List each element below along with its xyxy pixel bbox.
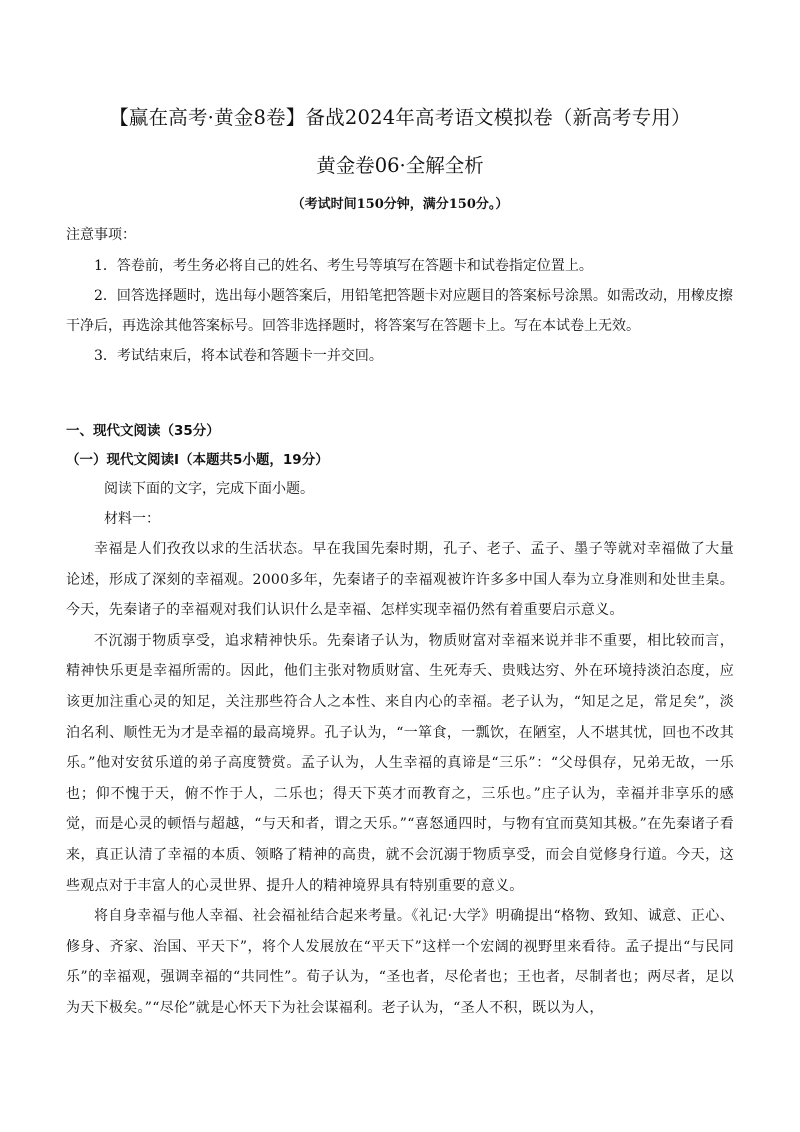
notice-item: 3．考试结束后，将本试卷和答题卡一并交回。 <box>94 348 383 364</box>
exam-time-note: （考试时间150分钟，满分150分。） <box>291 197 509 212</box>
section-heading: 一、现代文阅读（35分） <box>66 423 220 439</box>
body-paragraph: 幸福是人们孜孜以求的生活状态。早在我国先秦时期，孔子、老子、孟子、墨子等就对幸福做了大量论述，形成了深刻的幸福观。2000多年，先秦诸子的幸福观被许许多多中国人奉为立身准则和处世圭臬。今天，先秦诸子的幸福观对我们认识什么是幸福、怎样实现幸福仍然有着重要启示意义。 <box>66 541 734 619</box>
document-subtitle: 黄金卷06·全解全析 <box>316 154 484 177</box>
reading-instruction: 阅读下面的文字，完成下面小题。 <box>104 481 314 497</box>
notice-heading: 注意事项： <box>66 227 136 243</box>
notice-item: 1．答卷前，考生务必将自己的姓名、考生号等填写在答题卡和试卷指定位置上。 <box>94 258 593 274</box>
subsection-heading: （一）现代文阅读Ⅰ（本题共5小题，19分） <box>66 452 329 468</box>
body-paragraph: 将自身幸福与他人幸福、社会福祉结合起来考量。《礼记·大学》明确提出“格物、致知、诚意、正心、修身、齐家、治国、平天下”，将个人发展放在“平天下”这样一个宏阔的视野里来看待。孟子提出“与民同乐”的幸福观，强调幸福的“共同性”。荀子认为，“圣也者，尽伦者也；王也者，尽制者也；两尽者，足以为天下极矣。”“尽伦”就是心怀天下为社会谋福利。老子认为，“圣人不积，既以为人， <box>66 908 734 1016</box>
notice-item: 2．回答选择题时，选出每小题答案后，用铅笔把答题卡对应题目的答案标号涂黑。如需改动，用橡皮擦干净后，再选涂其他答案标号。回答非选择题时，将答案写在答题卡上。写在本试卷上无效。 <box>66 288 733 334</box>
material-label: 材料一： <box>104 511 160 527</box>
body-paragraph: 不沉溺于物质享受，追求精神快乐。先秦诸子认为，物质财富对幸福来说并非不重要，相比较而言，精神快乐更是幸福所需的。因此，他们主张对物质财富、生死寿夭、贵贱达穷、外在环境持淡泊态度，应该更加注重心灵的知足，关注那些符合人之本性、来自内心的幸福。老子认为，“知足之足，常足矣”，淡泊名利、顺性无为才是幸福的最高境界。孔子认为，“一箪食，一瓢饮，在陋室，人不堪其忧，回也不改其乐。”他对安贫乐道的弟子高度赞赏。孟子认为，人生幸福的真谛是“三乐”：“父母俱存，兄弟无故，一乐也；仰不愧于天，俯不怍于人，二乐也；得天下英才而教育之，三乐也。”庄子认为，幸福并非享乐的感觉，而是心灵的顿悟与超越，“与天和者，谓之天乐。”“喜怒通四时，与物有宜而莫知其极。”在先秦诸子看来，真正认清了幸福的本质、领略了精神的高贵，就不会沉溺于物质享受，而会自觉修身行道。今天，这些观点对于丰富人的心灵世界、提升人的精神境界具有特别重要的意义。 <box>66 632 734 894</box>
document-title: 【赢在高考·黄金8卷】备战2024年高考语文模拟卷（新高考专用） <box>109 106 691 129</box>
